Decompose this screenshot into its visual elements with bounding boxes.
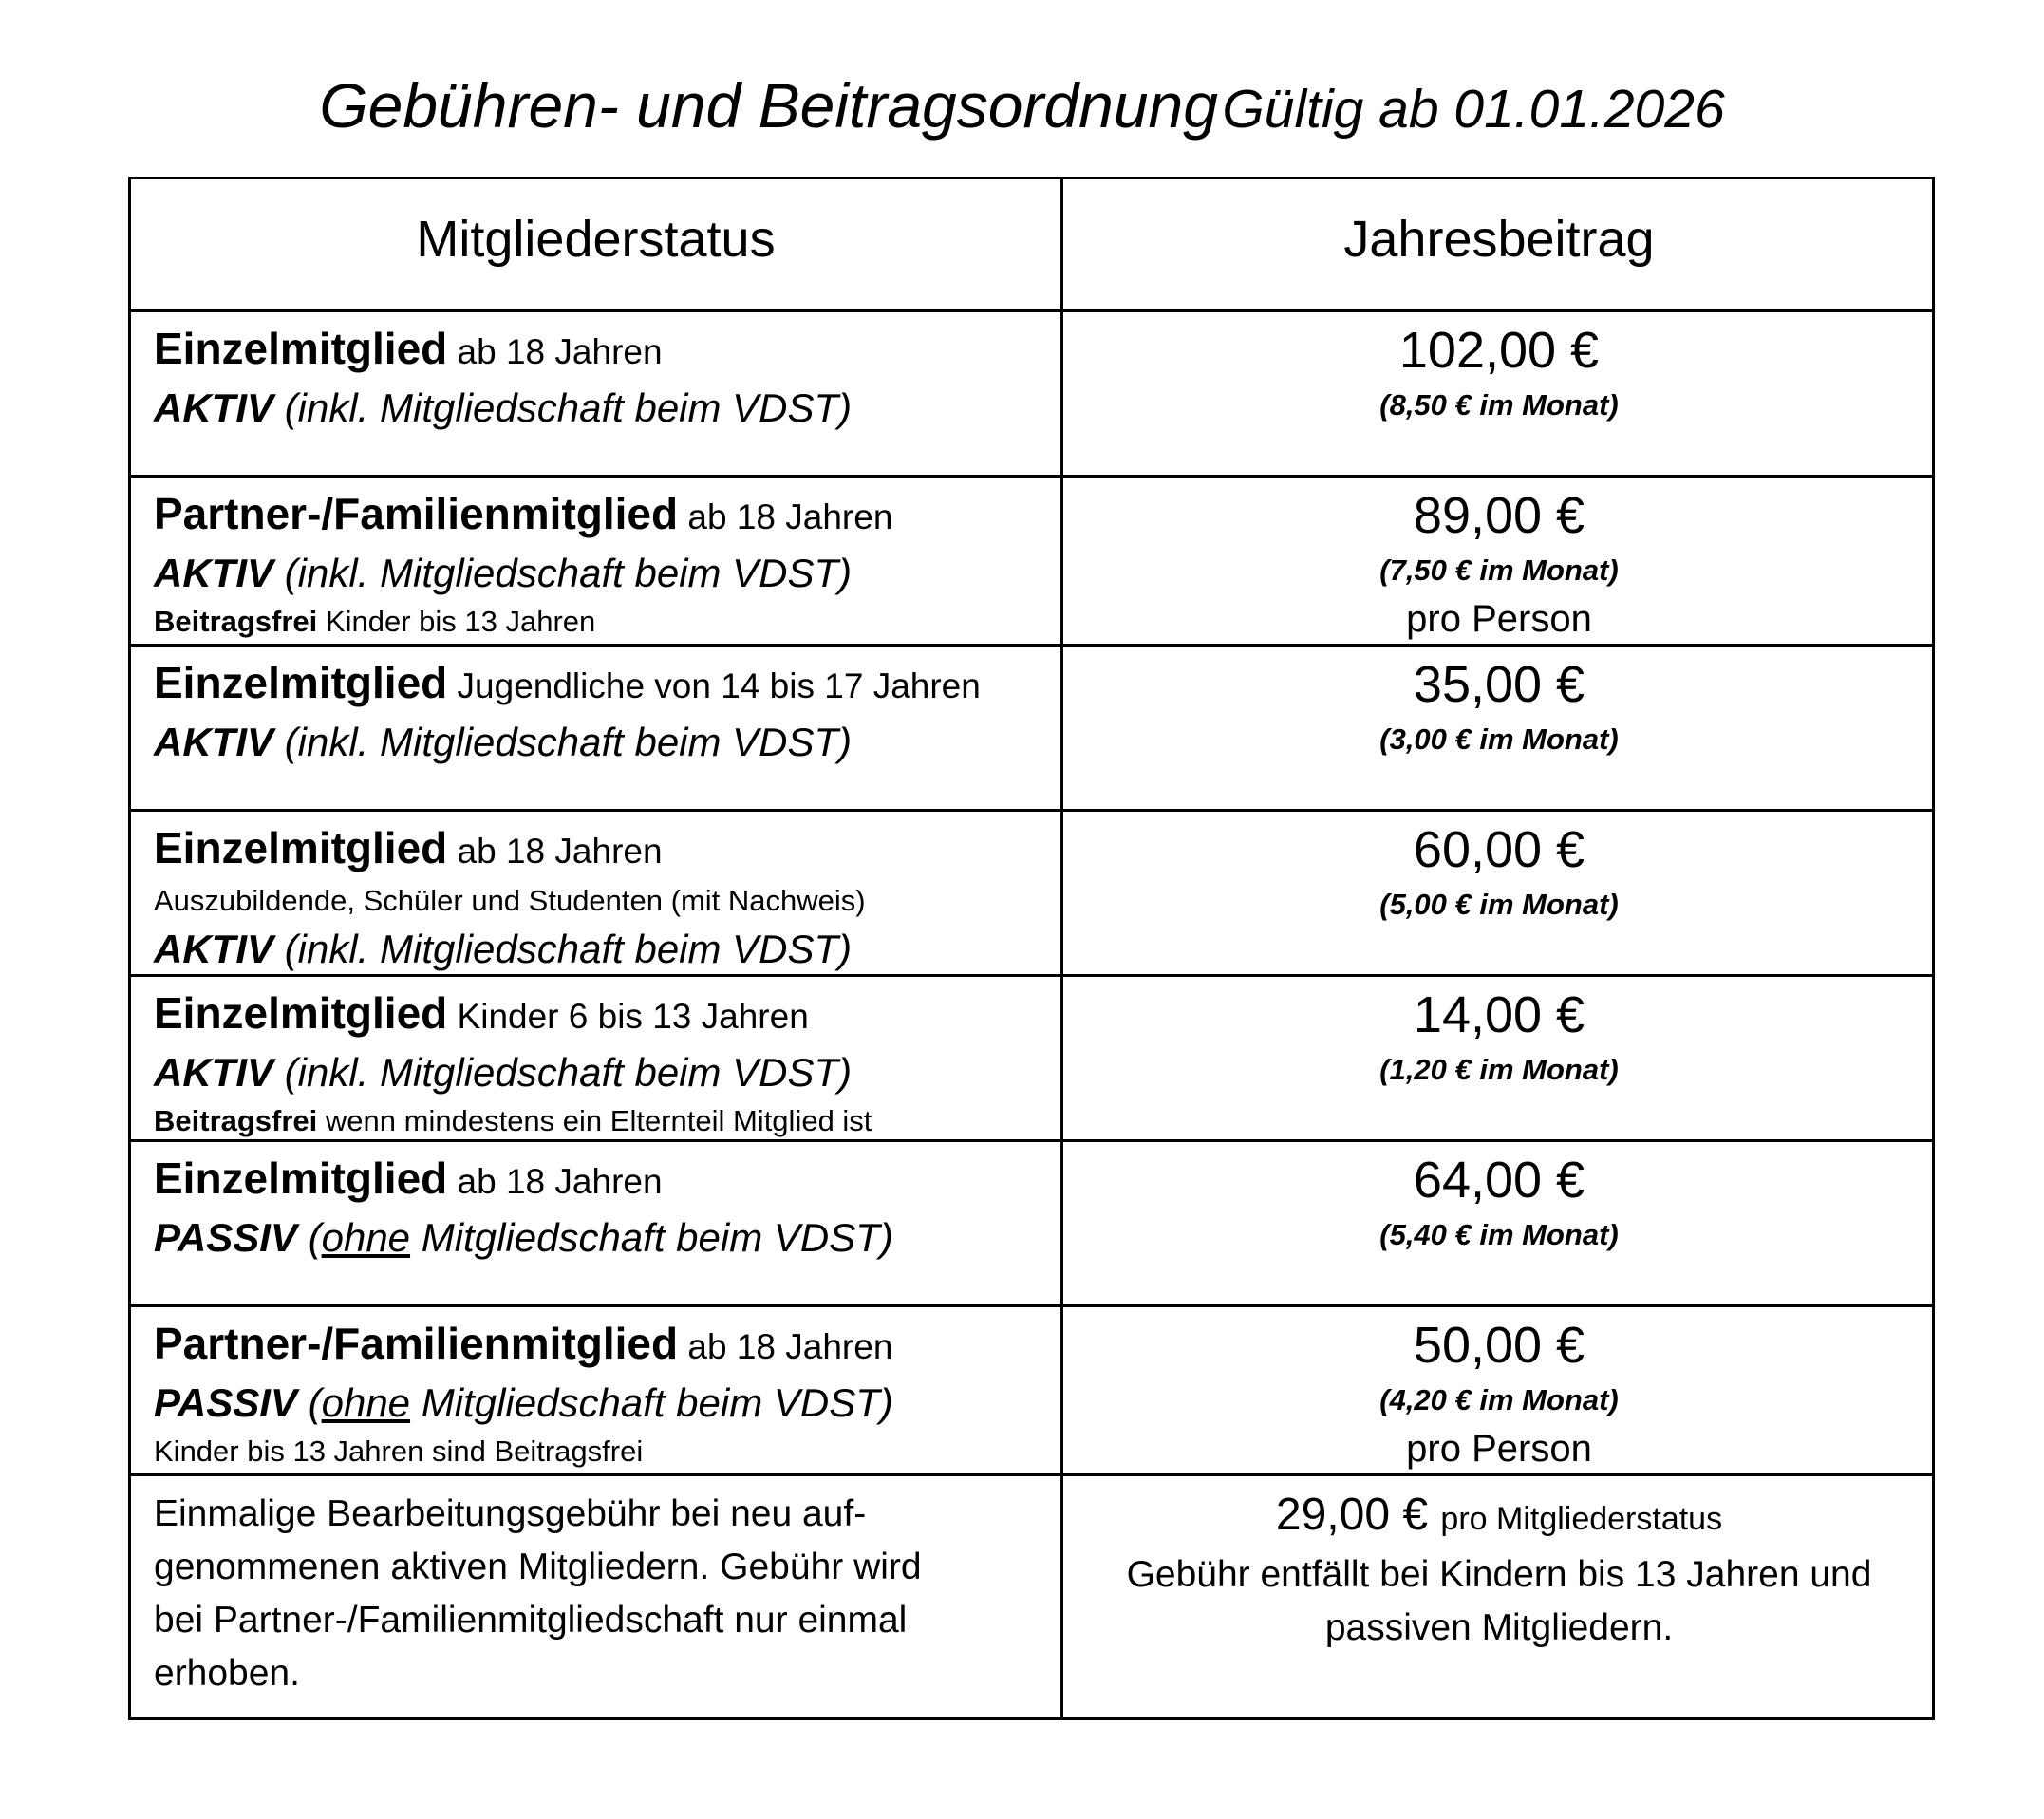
fee-table <box>128 177 1935 1720</box>
annual-price: 35,00 € <box>1413 656 1585 713</box>
title-main: Gebühren- und Beitragsordnung <box>319 70 1218 141</box>
membership-open: ( <box>308 1215 322 1260</box>
age-qualifier: ab 18 Jahren <box>457 332 663 371</box>
status-cell <box>154 1315 1046 1472</box>
table-row <box>131 812 1932 974</box>
membership-note: (inkl. Mitgliedschaft beim VDST) <box>284 927 853 971</box>
status-cell <box>154 1150 1046 1266</box>
age-qualifier: ab 18 Jahren <box>687 1327 893 1366</box>
monthly-price: (8,50 € im Monat) <box>1379 388 1619 422</box>
activity-type: PASSIV <box>154 1215 297 1260</box>
annual-price: 102,00 € <box>1398 322 1600 379</box>
member-type: Einzelmitglied <box>154 988 448 1038</box>
eligibility-note: Auszubildende, Schüler und Studenten (mit Nachweis) <box>154 884 866 917</box>
age-qualifier: Kinder 6 bis 13 Jahren <box>457 997 809 1036</box>
description-line: bei Partner-/Familienmitgliedschaft nur einmal <box>154 1600 908 1641</box>
annual-price: 60,00 € <box>1413 821 1585 878</box>
annual-price: 14,00 € <box>1413 986 1585 1043</box>
monthly-price: (5,00 € im Monat) <box>1379 888 1619 921</box>
table-row <box>131 1142 1932 1304</box>
annual-price: 50,00 € <box>1413 1317 1585 1374</box>
processing-fee-amount: 29,00 € <box>1275 1490 1429 1540</box>
page-title <box>0 70 2044 141</box>
membership-note: (inkl. Mitgliedschaft beim VDST) <box>284 720 853 764</box>
status-cell <box>154 320 1046 436</box>
status-cell <box>154 654 1046 770</box>
processing-fee-row <box>131 1476 1932 1720</box>
member-type: Einzelmitglied <box>154 324 448 373</box>
age-qualifier: Jugendliche von 14 bis 17 Jahren <box>457 666 981 705</box>
age-qualifier: ab 18 Jahren <box>457 832 663 871</box>
fee-cell <box>1063 819 1935 929</box>
processing-fee-description <box>154 1484 1046 1700</box>
monthly-price: (7,50 € im Monat) <box>1379 553 1619 587</box>
fee-exempt-label: Beitragsfrei <box>154 1104 318 1137</box>
fee-exemption-line: passiven Mitgliedern. <box>1324 1607 1674 1648</box>
description-line: genommenen aktiven Mitgliedern. Gebühr wird <box>154 1547 922 1587</box>
status-cell <box>154 819 1046 977</box>
activity-type: AKTIV <box>154 927 273 971</box>
activity-type: AKTIV <box>154 385 273 430</box>
age-qualifier: ab 18 Jahren <box>457 1162 663 1201</box>
fee-exempt-note: wenn mindestens ein Elternteil Mitglied ist <box>325 1104 872 1137</box>
fee-cell <box>1063 985 1935 1095</box>
fee-exemption-line: Gebühr entfällt bei Kindern bis 13 Jahren und <box>1126 1554 1872 1595</box>
activity-type: AKTIV <box>154 551 273 595</box>
membership-note: (inkl. Mitgliedschaft beim VDST) <box>284 1050 853 1095</box>
header-status: Mitgliederstatus <box>416 211 776 268</box>
member-type: Einzelmitglied <box>154 823 448 872</box>
fee-exempt-note: Kinder bis 13 Jahren sind Beitragsfrei <box>154 1435 644 1468</box>
table-row <box>131 478 1932 644</box>
table-row <box>131 647 1932 809</box>
monthly-price: (3,00 € im Monat) <box>1379 722 1619 756</box>
per-person-label: pro Person <box>1406 1428 1592 1470</box>
member-type: Partner-/Familienmitglied <box>154 489 679 538</box>
fee-cell <box>1063 1315 1935 1472</box>
header-annual-fee: Jahresbeitrag <box>1343 211 1655 268</box>
title-validity: Gültig ab 01.01.2026 <box>1222 79 1725 140</box>
membership-open: ( <box>308 1380 322 1425</box>
membership-note: (inkl. Mitgliedschaft beim VDST) <box>284 551 853 595</box>
monthly-price: (4,20 € im Monat) <box>1379 1383 1619 1416</box>
description-line: Einmalige Bearbeitungsgebühr bei neu auf- <box>154 1493 867 1534</box>
fee-cell <box>1063 1150 1935 1260</box>
processing-fee-cell <box>1063 1484 1935 1655</box>
annual-price: 64,00 € <box>1413 1152 1585 1209</box>
table-row <box>131 312 1932 475</box>
fee-cell <box>1063 485 1935 643</box>
activity-type: AKTIV <box>154 720 273 764</box>
fee-exempt-note: Kinder bis 13 Jahren <box>325 605 596 638</box>
member-type: Partner-/Familienmitglied <box>154 1319 679 1368</box>
fee-cell <box>1063 320 1935 430</box>
monthly-price: (5,40 € im Monat) <box>1379 1218 1619 1251</box>
monthly-price: (1,20 € im Monat) <box>1379 1053 1619 1086</box>
processing-fee-unit: pro Mitgliederstatus <box>1440 1501 1723 1537</box>
membership-note: Mitgliedschaft beim VDST) <box>421 1380 893 1425</box>
status-cell <box>154 985 1046 1142</box>
activity-type: PASSIV <box>154 1380 297 1425</box>
age-qualifier: ab 18 Jahren <box>687 497 893 536</box>
description-line: erhoben. <box>154 1653 300 1694</box>
membership-note: (inkl. Mitgliedschaft beim VDST) <box>284 385 853 430</box>
membership-note: Mitgliedschaft beim VDST) <box>421 1215 893 1260</box>
fee-cell <box>1063 654 1935 764</box>
annual-price: 89,00 € <box>1413 487 1585 544</box>
membership-without: ohne <box>321 1215 411 1260</box>
member-type: Einzelmitglied <box>154 658 448 707</box>
table-row <box>131 1307 1932 1473</box>
member-type: Einzelmitglied <box>154 1153 448 1203</box>
activity-type: AKTIV <box>154 1050 273 1095</box>
fee-exempt-label: Beitragsfrei <box>154 605 318 638</box>
status-cell <box>154 485 1046 643</box>
membership-without: ohne <box>321 1380 411 1425</box>
per-person-label: pro Person <box>1406 598 1592 640</box>
table-row <box>131 977 1932 1139</box>
